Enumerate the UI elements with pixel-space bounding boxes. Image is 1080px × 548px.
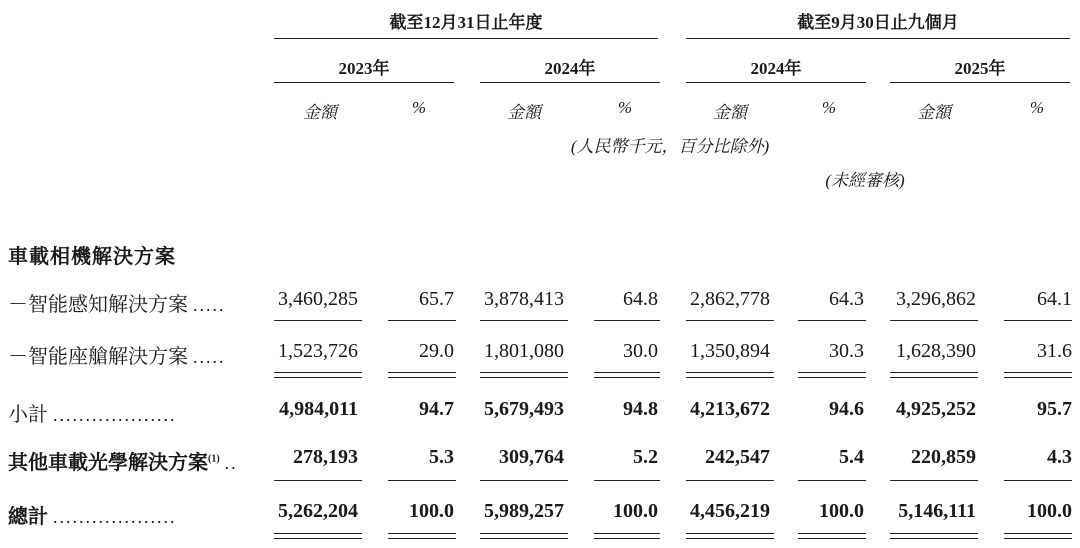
row-label-text: 其他車載光學解決方案 [8, 452, 208, 474]
row-label [8, 446, 238, 475]
table-cell: 1,801,080 [484, 340, 564, 362]
table-cell: 65.7 [419, 288, 454, 310]
row-label [8, 340, 226, 369]
year-rule-2023 [274, 82, 454, 83]
year-rule-2024 [480, 82, 660, 83]
table-cell: 30.0 [623, 340, 658, 362]
table-cell: 242,547 [705, 446, 770, 468]
table-cell: 1,523,726 [278, 340, 358, 362]
period-full-year-rule [274, 38, 658, 39]
unaudited-note: (未經審核) [825, 171, 905, 190]
row-label [8, 398, 177, 427]
leader-dots: ..... [193, 295, 226, 315]
table-cell: 100.0 [1027, 500, 1072, 522]
table-cell: 100.0 [819, 500, 864, 522]
amount-header: 金額 [917, 103, 951, 122]
table-cell: 2,862,778 [690, 288, 770, 310]
leader-dots: .. [224, 453, 238, 473]
amount-header: 金額 [713, 103, 747, 122]
table-cell: 5,146,111 [898, 500, 976, 522]
table-cell: 31.6 [1037, 340, 1072, 362]
table-cell: 94.7 [419, 398, 454, 420]
table-cell: 5,989,257 [484, 500, 564, 522]
year-header-2025: 2025年 [954, 59, 1006, 78]
table-cell: 64.8 [623, 288, 658, 310]
row-label [8, 500, 177, 529]
amount-header: 金額 [303, 103, 337, 122]
table-cell: 64.3 [829, 288, 864, 310]
leader-dots: ................... [53, 405, 177, 425]
footnote-marker: (1) [208, 453, 220, 465]
table-cell: 5,262,204 [278, 500, 358, 522]
table-cell: 64.1 [1037, 288, 1072, 310]
table-cell: 309,764 [499, 446, 564, 468]
table-cell: 4,925,252 [896, 398, 976, 420]
table-cell: 3,878,413 [484, 288, 564, 310]
table-cell: 4,456,219 [690, 500, 770, 522]
row-label-text: －智能座艙解決方案 [8, 346, 188, 368]
percent-header: % [411, 98, 427, 117]
percent-header: % [617, 98, 633, 117]
table-cell: 1,350,894 [690, 340, 770, 362]
table-cell: 5.4 [839, 446, 864, 468]
row-label-text: 總計 [8, 506, 48, 528]
year-rule-2024-nine-months [686, 82, 866, 83]
table-cell: 1,628,390 [896, 340, 976, 362]
row-label [8, 288, 226, 317]
table-cell: 94.6 [829, 398, 864, 420]
table-cell: 94.8 [623, 398, 658, 420]
year-rule-2025 [890, 82, 1070, 83]
percent-header: % [1029, 98, 1045, 117]
period-full-year-header: 截至12月31日止年度 [389, 13, 543, 32]
table-cell: 5.3 [429, 446, 454, 468]
table-cell: 4.3 [1047, 446, 1072, 468]
table-cell: 29.0 [419, 340, 454, 362]
table-cell: 4,213,672 [690, 398, 770, 420]
row-label-text: 小計 [8, 404, 48, 426]
table-cell: 30.3 [829, 340, 864, 362]
table-cell: 220,859 [911, 446, 976, 468]
amount-header: 金額 [507, 103, 541, 122]
table-cell: 278,193 [293, 446, 358, 468]
currency-note: (人民幣千元，百分比除外) [570, 137, 770, 156]
year-header-2023: 2023年 [338, 59, 390, 78]
table-cell: 5,679,493 [484, 398, 564, 420]
table-cell: 5.2 [633, 446, 658, 468]
year-header-2024: 2024年 [544, 59, 596, 78]
period-nine-months-header: 截至9月30日止九個月 [797, 13, 959, 32]
table-cell: 100.0 [613, 500, 658, 522]
leader-dots: ..... [193, 347, 226, 367]
section-title: 車載相機解決方案 [8, 246, 176, 268]
table-cell: 3,460,285 [278, 288, 358, 310]
table-cell: 95.7 [1037, 398, 1072, 420]
leader-dots: ................... [53, 507, 177, 527]
table-cell: 100.0 [409, 500, 454, 522]
period-nine-months-rule [686, 38, 1070, 39]
table-cell: 4,984,011 [279, 398, 358, 420]
row-label-text: －智能感知解決方案 [8, 294, 188, 316]
year-header-2024-nine-months: 2024年 [750, 59, 802, 78]
table-cell: 3,296,862 [896, 288, 976, 310]
percent-header: % [821, 98, 837, 117]
